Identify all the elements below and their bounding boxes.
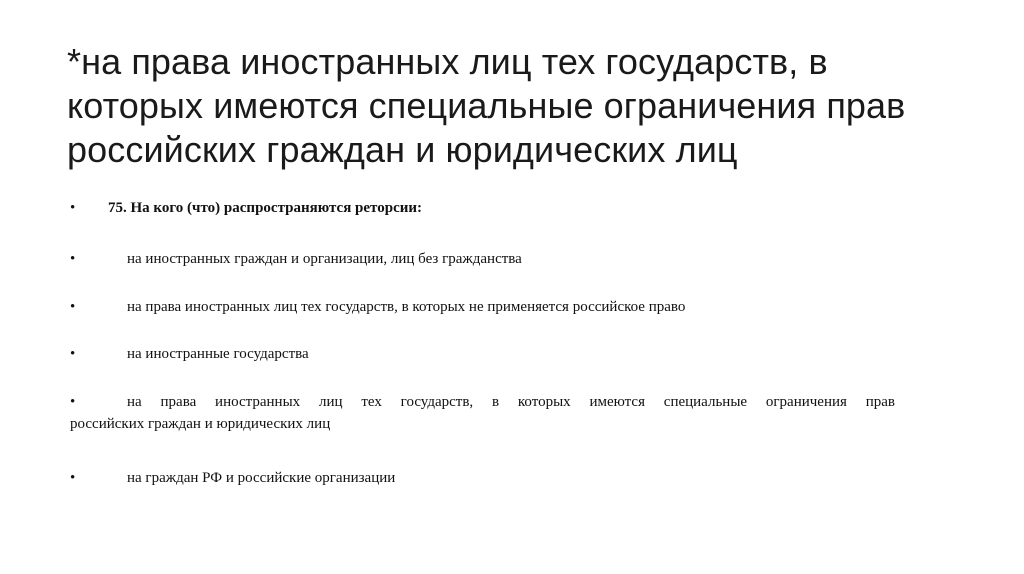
bullet: • bbox=[70, 394, 76, 410]
bullet: • bbox=[70, 346, 76, 362]
bullet: • bbox=[70, 200, 76, 216]
slide-title: *на права иностранных лиц тех государств, в которых имеются специальные ограничения прав российских граждан и юридических лиц bbox=[67, 41, 906, 170]
option-text: на иностранные государства bbox=[127, 346, 309, 362]
option-text: на граждан РФ и российские организации bbox=[127, 470, 396, 486]
option-text-continuation: российских граждан и юридических лиц bbox=[70, 416, 331, 432]
bullet: • bbox=[70, 299, 76, 315]
question-text: 75. На кого (что) распространяются реторсии: bbox=[108, 200, 423, 216]
option-text: на права иностранных лиц тех государств, в которых имеются специальные ограничения прав bbox=[127, 394, 895, 410]
option-text: на иностранных граждан и организации, лиц без гражданства bbox=[127, 251, 522, 267]
bullet: • bbox=[70, 470, 76, 486]
option-text: на права иностранных лиц тех государств, в которых не применяется российское право bbox=[127, 299, 686, 315]
bullet: • bbox=[70, 251, 76, 267]
